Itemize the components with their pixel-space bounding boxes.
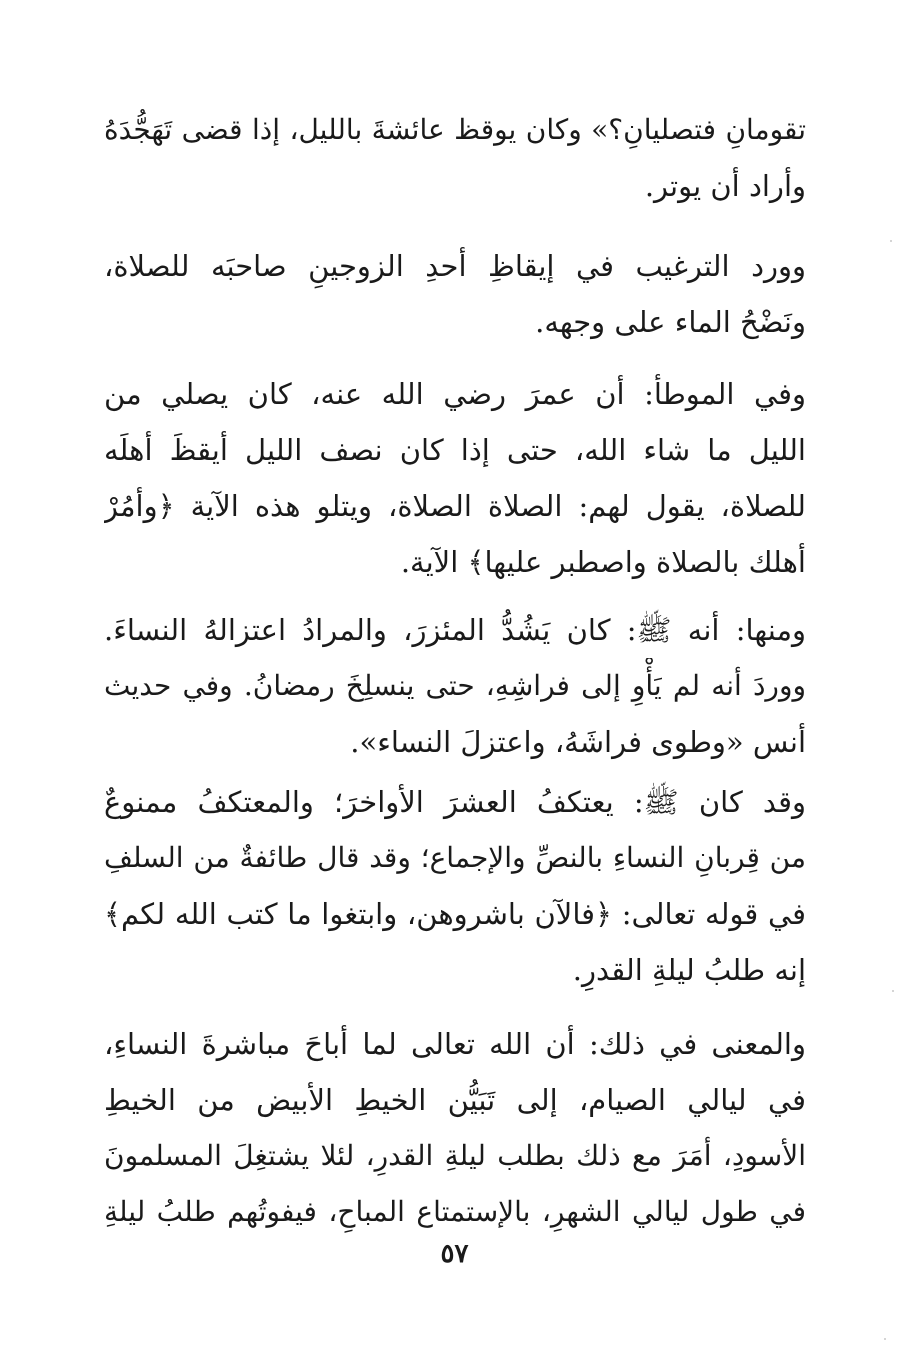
- text-line: ومنها: أنه ﷺ: كان يَشُدُّ المئزرَ، والمرادُ اعتزالهُ النساءَ.: [104, 613, 806, 647]
- text-line: في قوله تعالى: ﴿فالآن باشروهن، وابتغوا ما كتب الله لكم﴾: [104, 897, 806, 931]
- text-line: في ليالي الصيام، إلى تَبَيُّن الخيطِ الأبيض من الخيطِ: [104, 1083, 806, 1117]
- text-line: للصلاة، يقول لهم: الصلاة الصلاة، ويتلو هذه الآية ﴿وأمُرْ: [104, 489, 806, 523]
- text-line: ووردَ أنه لم يَأْوِ إلى فراشِهِ، حتى ينسلِخَ رمضانُ. وفي حديث: [104, 669, 806, 702]
- text-line: ونَضْحُ الماء على وجهه.: [535, 305, 806, 339]
- text-line: في طول ليالي الشهرِ، بالإستمتاع المباحِ، فيفوتُهم طلبُ ليلةِ: [104, 1195, 806, 1228]
- text-line: الأسودِ، أمَرَ مع ذلك بطلب ليلةِ القدرِ، لئلا يشتغِلَ المسلمونَ: [104, 1139, 806, 1172]
- text-line: إنه طلبُ ليلةِ القدرِ.: [572, 953, 806, 987]
- scan-speck: [890, 240, 892, 242]
- page-number: ٥٧: [440, 1239, 469, 1269]
- text-line: أهلك بالصلاة واصطبر عليها﴾ الآية.: [400, 545, 806, 579]
- text-line: من قِربانِ النساءِ بالنصِّ والإجماع؛ وقد قال طائفةٌ من السلفِ: [104, 841, 806, 874]
- text-line: تقومانِ فتصليانِ؟» وكان يوقظ عائشةَ بالليل، إذا قضى تَهَجُّدَهُ: [104, 113, 806, 146]
- text-line: وأراد أن يوتر.: [644, 169, 806, 203]
- text-line: والمعنى في ذلك: أن الله تعالى لما أباحَ مباشرةَ النساءِ،: [104, 1027, 806, 1061]
- text-line: أنس «وطوى فراشَهُ، واعتزلَ النساء».: [350, 725, 806, 759]
- text-line: وفي الموطأ: أن عمرَ رضي الله عنه، كان يصلي من: [104, 377, 806, 411]
- scan-speck: [892, 990, 894, 992]
- text-line: الليل ما شاء الله، حتى إذا كان نصف الليل أيقظَ أهلَه: [104, 433, 806, 467]
- scan-speck: [884, 1338, 886, 1340]
- text-line: وورد الترغيب في إيقاظِ أحدِ الزوجينِ صاحبَه للصلاة،: [104, 249, 806, 283]
- text-line: وقد كان ﷺ: يعتكفُ العشرَ الأواخرَ؛ والمعتكفُ ممنوعٌ: [104, 785, 806, 819]
